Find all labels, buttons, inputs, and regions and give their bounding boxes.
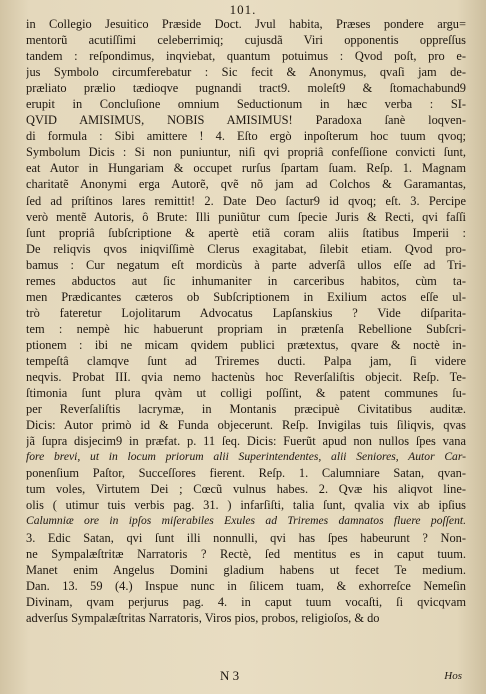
text-line: mentorũ acutiſſimi celeberrimiq; cujusdã Viri opponentis oppreſſus xyxy=(26,33,466,48)
text-line: adverſus Sympalæſtritas Narratoris, Viros pios, probos, religioſos, & do xyxy=(26,610,380,625)
text-line: tempeſtâ clamqve ſunt ad Triremes ducti. Palpa jam, ſi videre xyxy=(26,353,466,368)
text-line: tandem : reſpondimus, inqviebat, quantum potuimus : Qvod poſt, pro e- xyxy=(26,49,466,64)
page-footer xyxy=(0,668,486,688)
body-text xyxy=(26,16,466,626)
text-line: præliato prælio tædioqve pugnandi tract9. moleſt9 & ſtomachabund9 xyxy=(26,81,466,96)
text-line: in Collegio Jesuitico Præside Doct. Jvul habita, Præses pondere argu= xyxy=(26,17,466,31)
text-line: fore brevi, ut in locum priorum alii Superintendentes, alii Seniores, Autor Car- xyxy=(26,450,466,464)
printer-signature: N 3 xyxy=(220,668,240,683)
text-line: Dan. 13. 59 (4.) Inspue nunc in ſilicem tuam, & exhorreſce Nemeſin xyxy=(26,578,466,593)
page-number: 101. xyxy=(229,2,257,17)
text-line: eat Autor in Hungariam & occupet rurſus ſpartam ſuam. Reſp. 1. Magnam xyxy=(26,161,466,176)
text-line: tum voles, Virtutem Dei ; Cœcũ vulnus habes. 2. Qvæ his aliqvot line- xyxy=(26,482,466,497)
text-line: ptionem : ibi ne micam qvidem publici prætextus, qvare & noctè in- xyxy=(26,337,466,352)
text-line: ſunt propriâ ſubſcriptione & apertè etiã coram aliis ſtatibus Imperii : xyxy=(26,225,466,240)
text-line: ſtimonia ſunt plura qvàm ut colligi poſſint, & patent communes ſu- xyxy=(26,386,466,401)
text-line: 3. Edic Satan, qvi ſunt illi nonnulli, qvi has ſpes habeurunt ? Non- xyxy=(26,530,466,545)
text-line: per Reverſaliſtis lacrymæ, in Montanis præcipuè Civitatibus auditæ. xyxy=(26,402,466,417)
text-line: neqvis. Probat III. qvia nemo hactenùs hoc Reverſaliſtis objecit. Reſp. Te- xyxy=(26,370,466,385)
text-line: erupit in Concluſione omnium Seductionum in hæc verba : SI- xyxy=(26,97,466,112)
text-line: ponenſium Paſtor, Succeſſores fierent. Reſp. 1. Calumniare Satan, qvan- xyxy=(26,466,466,481)
text-line: trò fateretur Lojolitarum Advocatus Lapſanskius ? Vide diſparita- xyxy=(26,305,466,320)
text-line: jus Symbolo circumferebatur : Sic fecit & Anonymus, qvaſi jam de- xyxy=(26,65,466,80)
text-line: De reliqvis qvos iniqviſſimè Clerus exagitabat, ſilebit etiam. Qvod pro- xyxy=(26,241,466,256)
text-line: di formula : Sibi amittere ! 4. Eſto ergò inpoſterum hoc tuum qvoq; xyxy=(26,129,466,144)
text-line: tem : nempè hic habuerunt propriam in prætenſa Rebellione Subſcri- xyxy=(26,321,466,336)
text-line: men Prædicantes cæteros ob Subſcriptionem in Exilium actos eſſe ul- xyxy=(26,289,466,304)
text-line: remes abductos aut ſic inhumaniter in carceribus habitos, cùm ta- xyxy=(26,273,466,288)
text-line: Calumniæ ore in ipſos miſerabiles Exules ad Triremes damnatos fluere poſſent. xyxy=(26,514,466,528)
text-line: ſed ad priſtinos lares remittit! 2. Date Deo ſactur9 id qvoq; eſt. 3. Percipe xyxy=(26,193,466,208)
text-line: olis ( utimur tuis verbis pag. 31. ) infarſiſti, talia ſunt, qvalia vix ab ipſius xyxy=(26,498,466,513)
text-line: verò mentẽ Autoris, ô Brute: Illi puniũtur cum ſpecie Juris & Recti, qvi faſſi xyxy=(26,209,466,224)
catchword: Hos xyxy=(444,670,462,682)
text-line: ne Sympalæſtritæ Narratoris ? Rectè, ſed mentitus es in caput tuum. xyxy=(26,546,466,561)
text-line: jã ſupra disjecim9 in præfat. p. 11 ſeq. Dicis: Fuerũt apud non nullos ſpes vana xyxy=(26,434,466,449)
text-line: Divinam, qvam perjurus pag. 4. in caput tuum vocaſti, ſi qvicqvam xyxy=(26,594,466,609)
text-line: charitatẽ Anonymi erga Autorẽ, qvẽ nõ jam ad Colchos & Garamantas, xyxy=(26,177,466,192)
text-line: QVID AMISIMUS, NOBIS AMISIMUS! Paradoxa ſanè loqven- xyxy=(26,113,466,128)
text-line: Dicis: Autor primò id & Funda objecerunt. Reſp. Invigilas tuis ſiliqvis, qvas xyxy=(26,418,466,433)
text-line: Symbolum Dicis : Si non puniuntur, niſi qvi propriâ confeſſione convicti ſunt, xyxy=(26,145,466,160)
text-line: bamus : Cur negatum eſt mordicùs à parte adverſâ ullos eſſe ad Tri- xyxy=(26,257,466,272)
text-line: Manet enim Angelus Domini gladium habens ut fecet Te medium. xyxy=(26,562,466,577)
